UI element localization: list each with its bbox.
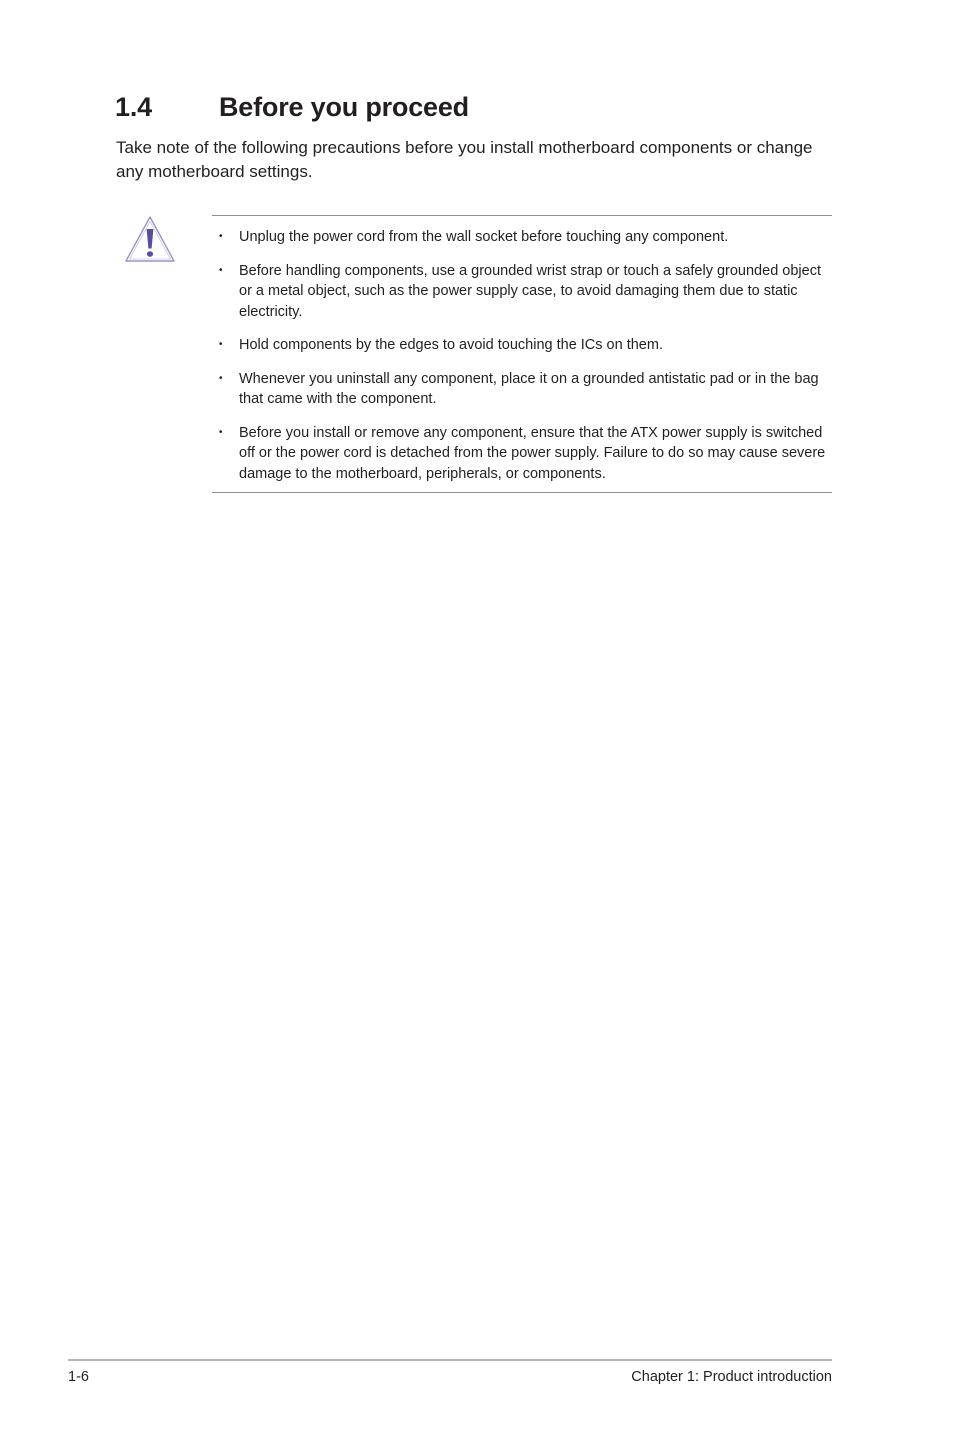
list-item — [212, 369, 832, 410]
list-item — [212, 335, 832, 355]
bullet-icon: • — [219, 373, 223, 384]
list-item-text: Before you install or remove any component, ensure that the ATX power supply is switched off or the power cord is detached from the power supply. Failure to do so may cause severe damage to the motherboard, peripherals, or components. — [239, 425, 826, 482]
section-title: Before you proceed — [219, 92, 469, 122]
list-item — [212, 423, 832, 484]
intro-paragraph: Take note of the following precautions before you install motherboard components or change any motherboard settings. — [116, 138, 813, 181]
bullet-icon: • — [219, 427, 223, 438]
warning-triangle-icon — [123, 214, 177, 266]
footer-divider — [68, 1359, 832, 1361]
bullet-icon: • — [219, 231, 223, 242]
page-number: 1-6 — [68, 1369, 89, 1385]
list-item — [212, 261, 832, 322]
list-item-text: Hold components by the edges to avoid touching the ICs on them. — [239, 337, 663, 353]
bullet-icon: • — [219, 339, 223, 350]
list-item-text: Whenever you uninstall any component, place it on a grounded antistatic pad or in the bag that came with the component. — [239, 371, 819, 408]
section-heading — [115, 88, 469, 126]
list-item-text: Before handling components, use a grounded wrist strap or touch a safely grounded object or a metal object, such as the power supply case, to avoid damaging them due to static electricity. — [239, 263, 821, 320]
bullet-icon: • — [219, 265, 223, 276]
section-number: 1.4 — [115, 92, 152, 122]
footer-chapter-title: Chapter 1: Product introduction — [631, 1369, 832, 1385]
list-item-text: Unplug the power cord from the wall socket before touching any component. — [239, 229, 729, 245]
caution-notice-box — [212, 215, 832, 493]
list-item — [212, 227, 832, 247]
